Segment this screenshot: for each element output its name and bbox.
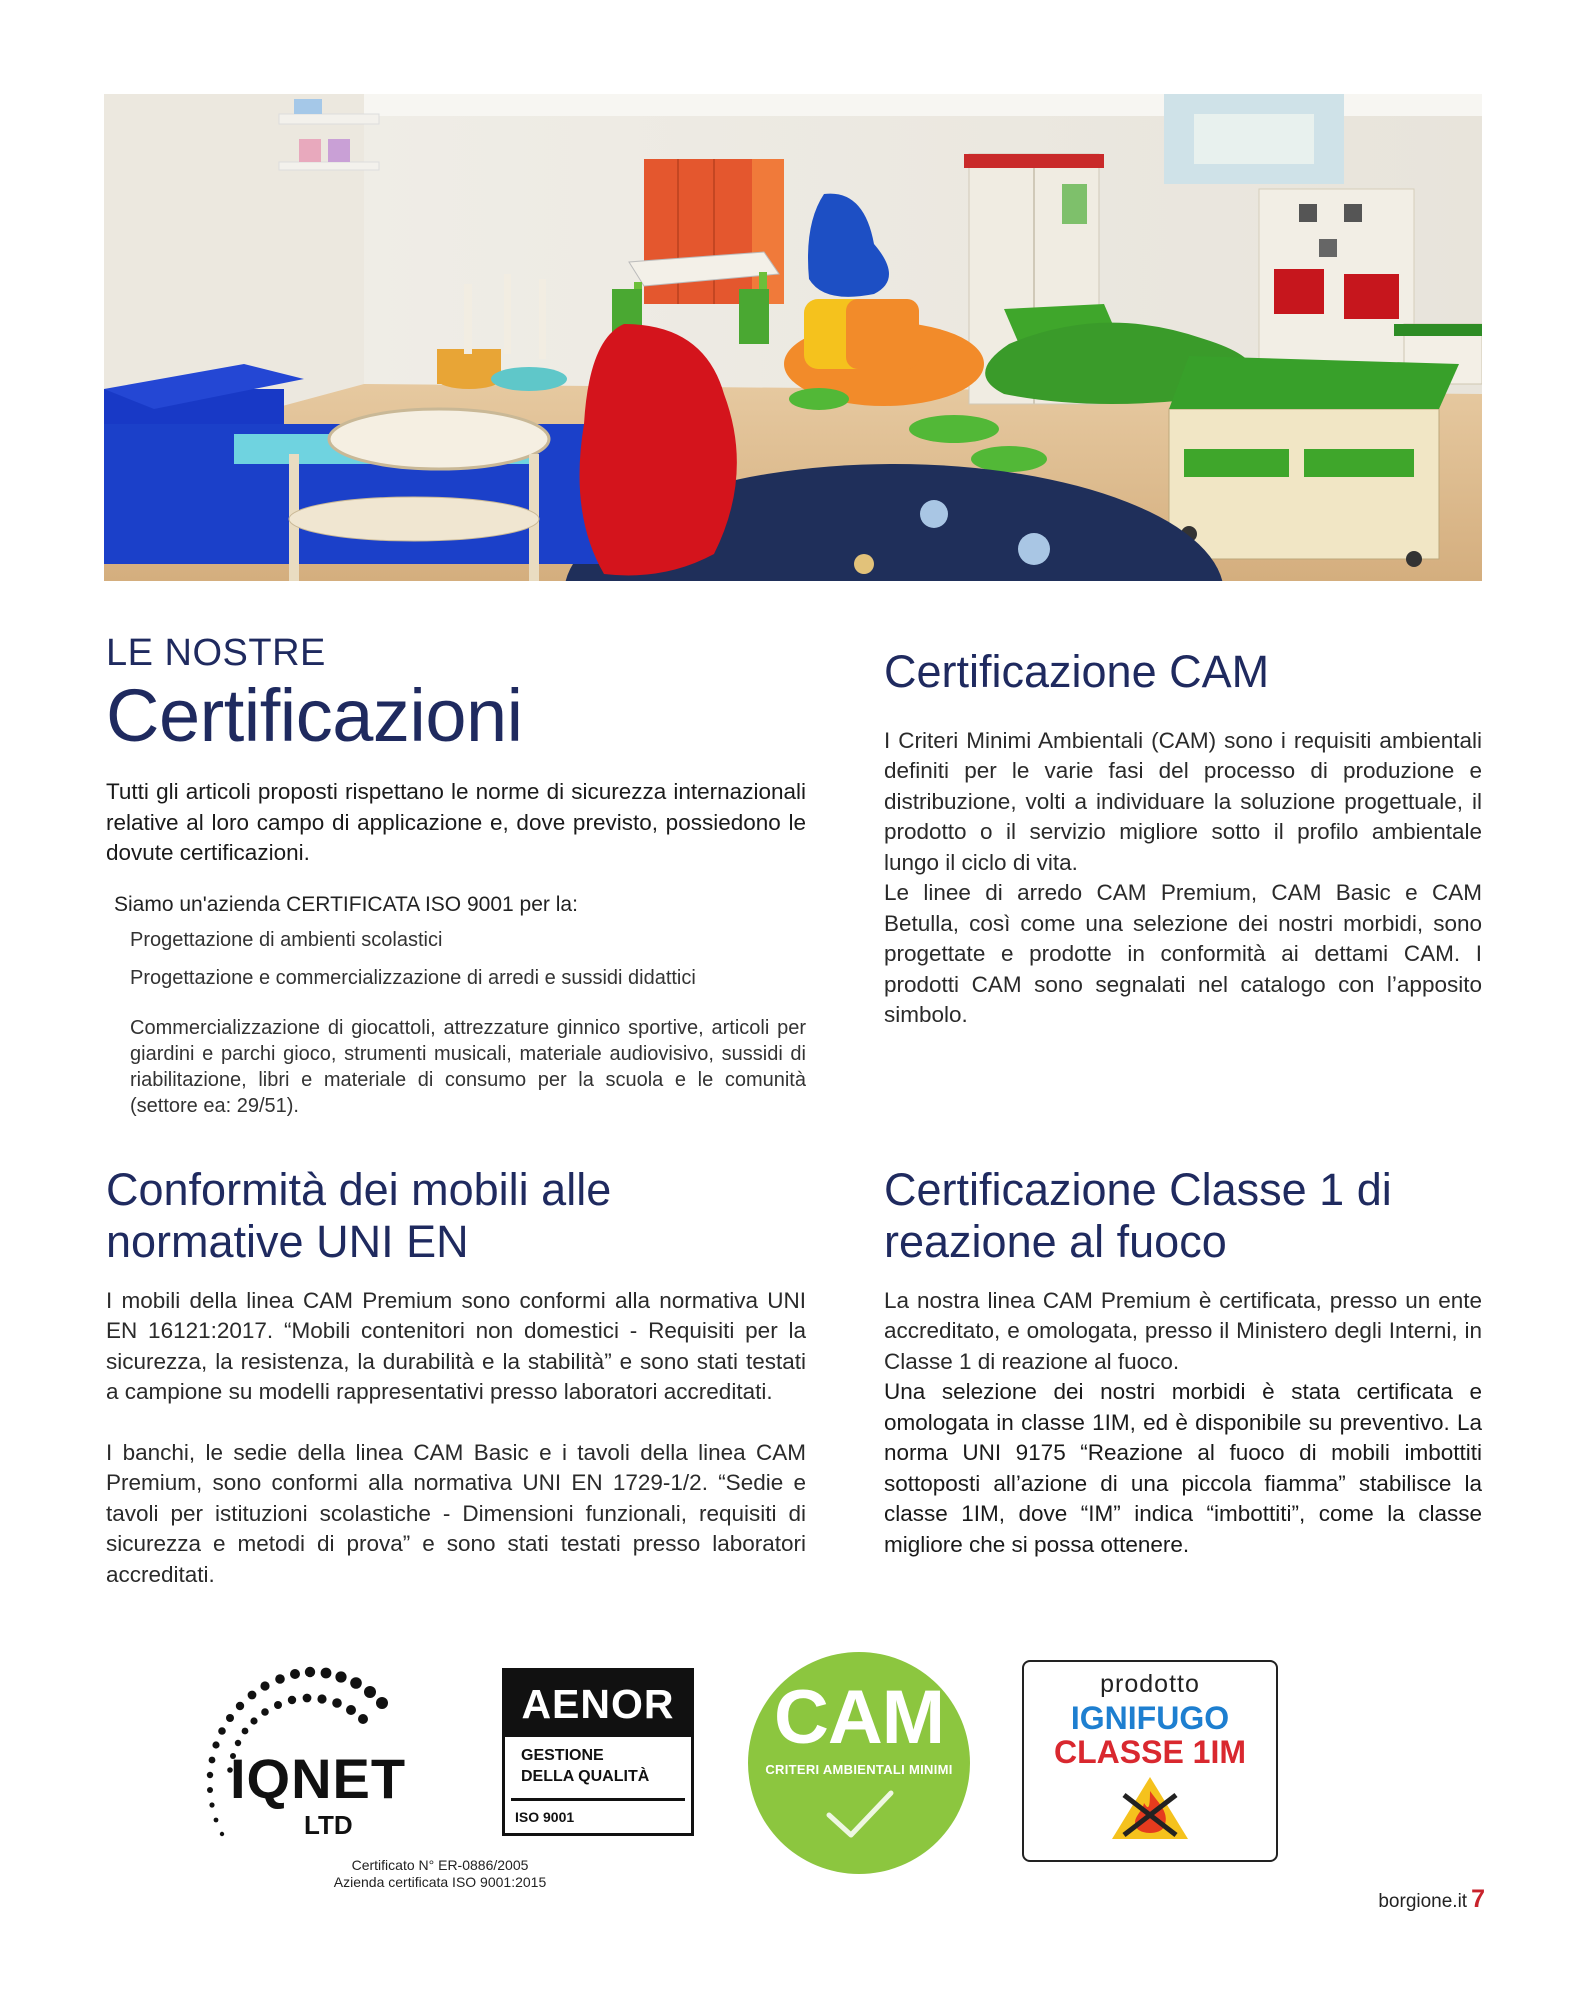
heading-line: normative UNI EN bbox=[106, 1215, 469, 1267]
certifications-intro bbox=[106, 632, 806, 1119]
cam-body bbox=[884, 726, 1482, 1031]
ignifugo-badge bbox=[1022, 1660, 1278, 1862]
cam-section bbox=[884, 646, 1482, 1031]
section-kicker: LE NOSTRE bbox=[106, 632, 326, 674]
fire-class-heading bbox=[884, 1164, 1482, 1268]
page-footer bbox=[1378, 1885, 1485, 1914]
intro-paragraph: Tutti gli articoli proposti rispettano le norme di sicurezza internazionali relative al loro campo di applicazione e, dove previsto, possiedono le dovute certificazioni. bbox=[106, 779, 806, 865]
uni-en-body bbox=[106, 1286, 806, 1591]
flame-crossed-icon bbox=[1110, 1775, 1190, 1841]
cam-wordmark: CAM bbox=[773, 1675, 945, 1760]
aenor-wordmark: AENOR bbox=[505, 1671, 691, 1737]
cam-paragraph: I Criteri Minimi Ambientali (CAM) sono i requisiti ambientali definiti per le varie fasi del processo di produzione e distribuzione, volti a individuare la soluzione progettuale, il prodotto o il servizio migliore sotto il profilo ambientale lungo il ciclo di vita. bbox=[884, 727, 1482, 875]
iso-statement: Siamo un'azienda CERTIFICATA ISO 9001 per la: bbox=[114, 892, 578, 916]
aenor-line: GESTIONE bbox=[521, 1747, 604, 1764]
uni-en-section bbox=[106, 1164, 806, 1590]
iqnet-logo bbox=[200, 1650, 440, 1850]
aenor-logo bbox=[502, 1668, 694, 1836]
ignifugo-class: CLASSE 1IM bbox=[1053, 1734, 1247, 1770]
page-title: Certificazioni bbox=[106, 674, 523, 757]
certificate-iso-line: Azienda certificata ISO 9001:2015 bbox=[333, 1874, 547, 1890]
scope-item: Progettazione di ambienti scolastici bbox=[130, 928, 443, 951]
uni-en-paragraph: I mobili della linea CAM Premium sono conformi alla normativa UNI EN 16121:2017. “Mobili contenitori non domestici - Requisiti per la sicurezza, la resistenza, la durabilità e la stabilità” e sono stati testati a campione su modelli rappresentativi presso laboratori accreditati. bbox=[106, 1287, 806, 1404]
fire-class-section bbox=[884, 1164, 1482, 1560]
cam-logo bbox=[748, 1652, 970, 1874]
scope-item: Progettazione e commercializzazione di arredi e sussidi didattici bbox=[130, 966, 696, 989]
cam-heading: Certificazione CAM bbox=[884, 646, 1270, 697]
ignifugo-prodotto: prodotto bbox=[1100, 1670, 1200, 1698]
aenor-iso: ISO 9001 bbox=[515, 1809, 575, 1825]
certificate-caption bbox=[300, 1857, 580, 1891]
page-number: 7 bbox=[1471, 1885, 1485, 1913]
fire-paragraph: La nostra linea CAM Premium è certificata, presso un ente accreditato, e omologata, presso il Ministero degli Interni, in Classe 1 di reazione al fuoco. bbox=[884, 1287, 1482, 1374]
fire-paragraph: Una selezione dei nostri morbidi è stata certificata e omologata in classe 1IM, ed è disponibile su preventivo. La norma UNI 9175 “Reazione al fuoco di mobili imbottiti sottoposti all’azione di una piccola fiamma” stabilisce la classe 1IM, dove “IM” indica “imbottiti”, come la classe migliore che si possa ottenere. bbox=[884, 1379, 1482, 1557]
hero-classroom-image bbox=[104, 94, 1482, 581]
aenor-label bbox=[511, 1737, 685, 1801]
scope-item: Commercializzazione di giocattoli, attrezzature ginnico sportive, articoli per giardini e parchi gioco, strumenti musicali, materiale audiovisivo, sussidi di riabilitazione, libri e materiale di consumo per la scuola e le comunità (settore ea: 29/51). bbox=[130, 1016, 806, 1117]
fire-class-body bbox=[884, 1286, 1482, 1561]
iqnet-ltd: LTD bbox=[304, 1810, 353, 1840]
uni-en-heading bbox=[106, 1164, 806, 1268]
heading-line: reazione al fuoco bbox=[884, 1215, 1227, 1267]
cam-paragraph: Le linee di arredo CAM Premium, CAM Basic e CAM Betulla, così come una selezione dei nostri morbidi, sono progettate e prodotte in conformità ai dettami CAM. I prodotti CAM sono segnalati nel catalogo con l’apposito simbolo. bbox=[884, 880, 1482, 1028]
uni-en-paragraph: I banchi, le sedie della linea CAM Basic e i tavoli della linea CAM Premium, sono conformi alla normativa UNI EN 1729-1/2. “Sedie e tavoli per istituzioni scolastiche - Dimensioni funzionali, requisiti di sicurezza e metodi di prova” e sono stati testati presso laboratori accreditati. bbox=[106, 1439, 806, 1587]
heading-line: Conformità dei mobili alle bbox=[106, 1164, 612, 1215]
checkmark-icon bbox=[819, 1785, 899, 1845]
iso-scope-list bbox=[130, 927, 806, 1119]
certificate-number: Certificato N° ER-0886/2005 bbox=[351, 1857, 529, 1873]
iqnet-wordmark: IQNET bbox=[230, 1747, 407, 1810]
aenor-line: DELLA QUALITÀ bbox=[521, 1768, 650, 1785]
ignifugo-label: IGNIFUGO bbox=[1070, 1700, 1230, 1736]
heading-line: Certificazione Classe 1 di bbox=[884, 1164, 1392, 1215]
cam-subtitle: CRITERI AMBIENTALI MINIMI bbox=[765, 1762, 953, 1777]
footer-website: borgione.it bbox=[1378, 1891, 1468, 1912]
